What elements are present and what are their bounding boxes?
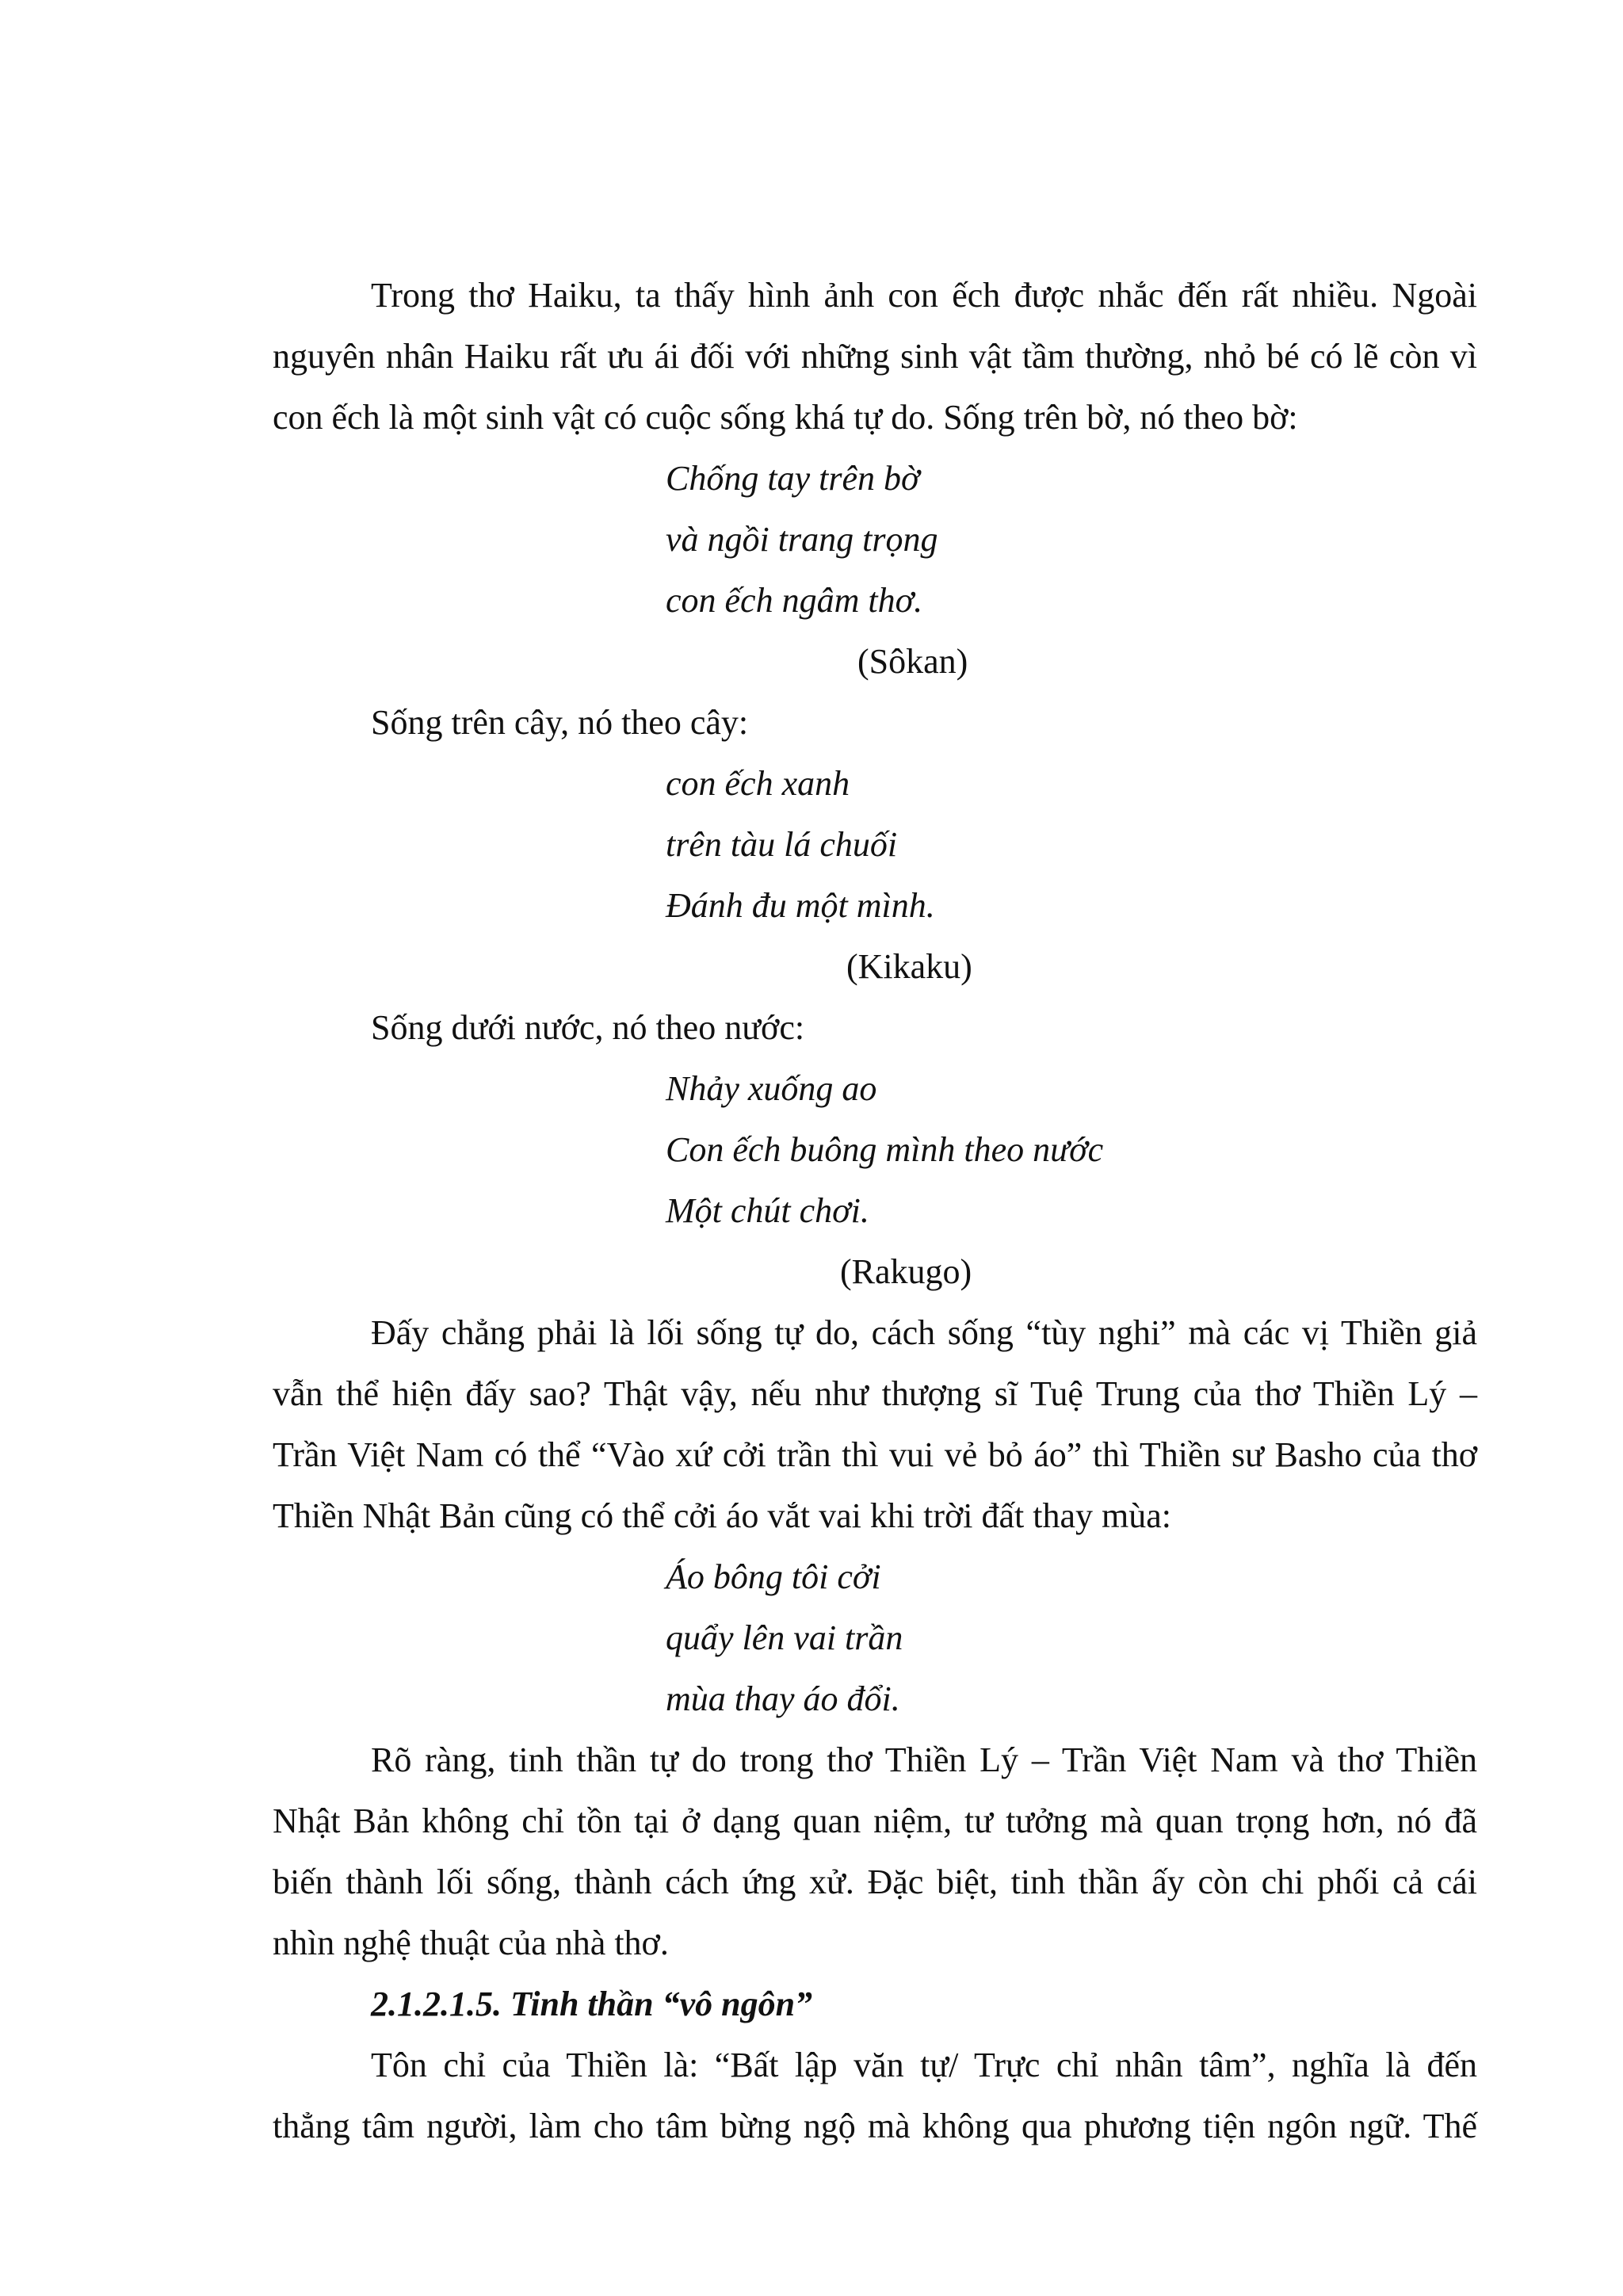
section-heading: 2.1.2.1.5. Tinh thần “vô ngôn”	[371, 1985, 813, 2023]
poem-line: Một chút chơi.	[666, 1191, 869, 1230]
poem-attribution: (Sôkan)	[857, 642, 968, 681]
poem-line: Chống tay trên bờ	[666, 459, 920, 498]
paragraph-line: nhìn nghệ thuật của nhà thơ.	[273, 1924, 669, 1962]
poem-line: Nhảy xuống ao	[666, 1069, 877, 1108]
paragraph-line: Trong thơ Haiku, ta thấy hình ảnh con ếch được nhắc đến rất nhiều. Ngoài	[371, 276, 1477, 315]
poem-line: Con ếch buông mình theo nước	[666, 1130, 1104, 1169]
poem-line: con ếch ngâm thơ.	[666, 581, 923, 620]
paragraph-line: Sống dưới nước, nó theo nước:	[371, 1008, 805, 1047]
poem-line: Áo bông tôi cởi	[666, 1557, 881, 1596]
poem-attribution: (Rakugo)	[840, 1252, 972, 1291]
poem-attribution: (Kikaku)	[846, 947, 972, 986]
paragraph-line: vẫn thể hiện đấy sao? Thật vậy, nếu như thượng sĩ Tuệ Trung của thơ Thiền Lý –	[273, 1374, 1477, 1413]
paragraph-line: nguyên nhân Haiku rất ưu ái đối với những sinh vật tầm thường, nhỏ bé có lẽ còn vì	[273, 337, 1477, 376]
paragraph-line: thẳng tâm người, làm cho tâm bừng ngộ mà không qua phương tiện ngôn ngữ. Thế	[273, 2107, 1477, 2145]
paragraph-line: Nhật Bản không chỉ tồn tại ở dạng quan niệm, tư tưởng mà quan trọng hơn, nó đã	[273, 1801, 1477, 1840]
paragraph-line: Trần Việt Nam có thể “Vào xứ cởi trần thì vui vẻ bỏ áo” thì Thiền sư Basho của thơ	[273, 1435, 1477, 1474]
paragraph-line: con ếch là một sinh vật có cuộc sống khá tự do. Sống trên bờ, nó theo bờ:	[273, 398, 1298, 437]
paragraph-line: biến thành lối sống, thành cách ứng xử. Đặc biệt, tinh thần ấy còn chi phối cả cái	[273, 1862, 1477, 1901]
paragraph-line: Tôn chỉ của Thiền là: “Bất lập văn tự/ Trực chỉ nhân tâm”, nghĩa là đến	[371, 2046, 1477, 2084]
paragraph-line: Đấy chẳng phải là lối sống tự do, cách sống “tùy nghi” mà các vị Thiền giả	[371, 1313, 1477, 1352]
paragraph-line: Rõ ràng, tinh thần tự do trong thơ Thiền Lý – Trần Việt Nam và thơ Thiền	[371, 1740, 1477, 1779]
poem-line: và ngồi trang trọng	[666, 520, 938, 559]
paragraph-line: Thiền Nhật Bản cũng có thể cởi áo vắt vai khi trời đất thay mùa:	[273, 1496, 1171, 1535]
poem-line: con ếch xanh	[666, 764, 850, 803]
paragraph-line: Sống trên cây, nó theo cây:	[371, 703, 749, 742]
poem-line: quẩy lên vai trần	[666, 1618, 903, 1657]
poem-line: Đánh đu một mình.	[666, 886, 935, 925]
poem-line: trên tàu lá chuối	[666, 825, 898, 864]
poem-line: mùa thay áo đổi.	[666, 1679, 900, 1718]
